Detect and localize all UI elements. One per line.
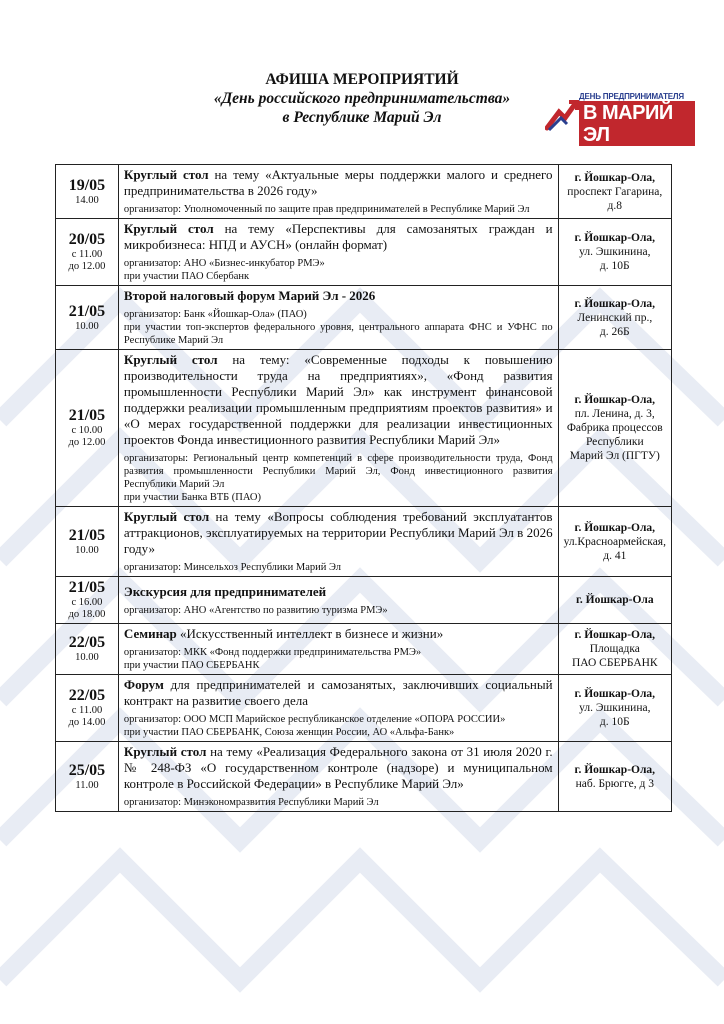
event-title xyxy=(124,352,553,448)
event-city: г. Йошкар-Ола, xyxy=(574,521,656,534)
event-type: Семинар xyxy=(123,626,177,641)
event-date-cell xyxy=(56,165,119,219)
event-address-line: наб. Брюгге, д 3 xyxy=(575,777,654,790)
event-city: г. Йошкар-Ола, xyxy=(574,297,656,310)
event-organizer xyxy=(124,257,553,283)
event-location-cell xyxy=(558,286,671,350)
event-time: до 18.00 xyxy=(68,609,106,620)
logo-small-text: ДЕНЬ ПРЕДПРИНИМАТЕЛЯ xyxy=(579,92,684,101)
page-subtitle: «День российского предпринимательства» xyxy=(213,90,511,107)
events-table xyxy=(55,164,672,812)
event-description-cell xyxy=(118,507,558,577)
event-topic: на тему «Актуальные меры поддержки малого и среднего предпринимательства в 2026 году» xyxy=(123,167,553,198)
event-title xyxy=(124,221,553,253)
event-date-cell xyxy=(56,286,119,350)
event-row xyxy=(56,350,672,507)
event-row xyxy=(56,624,672,675)
event-time: 10.00 xyxy=(75,652,99,663)
event-description-cell xyxy=(118,675,558,742)
event-row xyxy=(56,577,672,624)
event-address-line: д. 26Б xyxy=(599,325,630,338)
event-type: Круглый стол xyxy=(123,167,209,182)
event-description-cell xyxy=(118,624,558,675)
event-address-line: д. 41 xyxy=(603,549,627,562)
organizer-line: организатор: Банк «Йошкар-Ола» (ПАО) xyxy=(123,309,307,320)
event-address-line: д.8 xyxy=(607,199,623,212)
event-city: г. Йошкар-Ола, xyxy=(574,688,656,700)
event-row xyxy=(56,675,672,742)
event-address-line: Марий Эл (ПГТУ) xyxy=(569,450,660,462)
event-city: г. Йошкар-Ола xyxy=(575,594,654,606)
event-time: до 12.00 xyxy=(68,261,106,272)
event-time: с 10.00 xyxy=(71,425,103,436)
event-organizer xyxy=(124,713,553,739)
event-date-cell xyxy=(56,577,119,624)
event-description-cell xyxy=(118,577,558,624)
event-description-cell xyxy=(118,742,558,812)
event-location-cell xyxy=(558,350,671,507)
event-address-line: пл. Ленина, д. 3, xyxy=(574,408,655,420)
event-type: Круглый стол xyxy=(123,221,214,236)
event-row xyxy=(56,219,672,286)
event-title xyxy=(124,509,553,557)
organizer-line: организатор: АНО «Бизнес-инкубатор РМЭ» xyxy=(123,258,325,269)
event-type: Круглый стол xyxy=(123,352,218,367)
event-location-cell xyxy=(558,219,671,286)
event-type: Второй налоговый форум Марий Эл - 2026 xyxy=(123,288,376,303)
event-time: до 12.00 xyxy=(68,437,106,448)
event-organizer xyxy=(124,604,553,617)
organizer-line: при участии ПАО СБЕРБАНК, Союза женщин России, АО «Альфа-Банк» xyxy=(123,727,455,738)
event-description-cell xyxy=(118,286,558,350)
event-date-cell xyxy=(56,624,119,675)
logo-big-text: В МАРИЙ ЭЛ xyxy=(579,101,695,146)
event-time: с 11.00 xyxy=(71,249,103,260)
event-topic: для предпринимателей и самозанятых, заключивших социальный контракт на развитие своего дела xyxy=(123,677,553,708)
event-topic: на тему «Перспективы для самозанятых граждан и микробизнеса: НПД и АУСН» (онлайн формат) xyxy=(123,221,553,252)
event-address-line: Республики xyxy=(585,436,644,448)
event-organizer xyxy=(124,561,553,574)
event-type: Круглый стол xyxy=(123,744,207,759)
page-region: в Республике Марий Эл xyxy=(282,109,442,126)
event-topic: на тему «Вопросы соблюдения требований эксплуатантов аттракционов, эксплуатируемых на территории Республики Марий Эл в 2026 году» xyxy=(123,509,553,556)
event-type: Форум xyxy=(123,677,164,692)
event-date: 25/05 xyxy=(68,761,106,779)
event-date: 21/05 xyxy=(68,579,106,596)
event-date: 21/05 xyxy=(68,302,106,320)
event-location-cell xyxy=(558,675,671,742)
event-location-cell xyxy=(558,577,671,624)
event-date: 22/05 xyxy=(68,634,106,651)
event-date-cell xyxy=(56,742,119,812)
event-description-cell xyxy=(118,219,558,286)
event-address-line: ул. Эшкинина, xyxy=(579,246,651,258)
event-organizer xyxy=(124,203,553,216)
event-city: г. Йошкар-Ола, xyxy=(574,629,656,641)
event-location-cell xyxy=(558,624,671,675)
event-date: 21/05 xyxy=(68,407,106,424)
logo-arrow-icon xyxy=(545,98,579,132)
event-time: 10.00 xyxy=(75,320,99,332)
organizer-line: организатор: ООО МСП Марийское республиканское отделение «ОПОРА РОССИИ» xyxy=(123,714,506,725)
event-address-line: Площадка xyxy=(589,643,640,655)
event-city: г. Йошкар-Ола, xyxy=(574,394,656,406)
event-row xyxy=(56,286,672,350)
page-title: АФИША МЕРОПРИЯТИЙ xyxy=(265,71,459,88)
event-address-line: ул.Красноармейская, xyxy=(563,535,666,548)
event-type: Круглый стол xyxy=(123,509,210,524)
event-address-line: ул. Эшкинина, xyxy=(579,702,651,714)
event-title xyxy=(124,288,553,304)
organizer-line: при участии топ-экспертов федерального уровня, центрального аппарата ФНС и УФНС по Республике Марий Эл xyxy=(123,322,553,346)
event-row xyxy=(56,507,672,577)
event-date-cell xyxy=(56,350,119,507)
event-date-cell xyxy=(56,219,119,286)
event-topic: на тему «Реализация Федерального закона от 31 июля 2020 г. № 248-ФЗ «О государственном контроле (надзоре) и муниципальном контроле в Российской Федерации» в Республике Марий Эл» xyxy=(123,744,553,791)
organizer-line: при участии ПАО Сбербанк xyxy=(123,271,250,282)
organizer-line: организатор: МКК «Фонд поддержки предпринимательства РМЭ» xyxy=(123,647,422,658)
event-organizer xyxy=(124,452,553,504)
event-date: 21/05 xyxy=(68,526,106,544)
event-location-cell xyxy=(558,165,671,219)
event-address-line: ПАО СБЕРБАНК xyxy=(571,657,658,669)
event-time: 10.00 xyxy=(75,544,99,556)
event-row xyxy=(56,165,672,219)
event-topic: на тему: «Современные подходы к повышению производительности труда на предприятиях», «Фонд развития промышленности Республики Марий Эл» как инструмент финансовой поддержки реализации промышленным предприятиям проектов развития» и «О мерах государственной поддержки для реализации инвестиционных проектов Фонда инвестиционного развития Республики Марий Эл» xyxy=(123,352,553,447)
event-time: 11.00 xyxy=(75,779,99,791)
event-location-cell xyxy=(558,507,671,577)
organizer-line: организатор: Минэкономразвития Республики Марий Эл xyxy=(123,797,379,808)
event-date: 22/05 xyxy=(68,687,106,704)
event-type: Экскурсия для предпринимателей xyxy=(123,583,327,599)
event-time: с 11.00 xyxy=(71,705,103,716)
event-topic: «Искусственный интеллект в бизнесе и жизни» xyxy=(176,626,444,641)
event-description-cell xyxy=(118,165,558,219)
organizer-line: при участии Банка ВТБ (ПАО) xyxy=(123,492,262,503)
event-date-cell xyxy=(56,675,119,742)
organizer-line: при участии ПАО СБЕРБАНК xyxy=(123,660,260,671)
event-row xyxy=(56,742,672,812)
event-location-cell xyxy=(558,742,671,812)
event-date: 19/05 xyxy=(68,176,106,194)
event-time: до 14.00 xyxy=(68,717,106,728)
event-organizer xyxy=(124,796,553,809)
event-logo xyxy=(545,92,695,146)
event-title xyxy=(124,677,553,709)
event-time: с 16.00 xyxy=(71,597,103,608)
event-date: 20/05 xyxy=(68,231,106,248)
event-city: г. Йошкар-Ола, xyxy=(574,171,656,184)
organizer-line: организатор: Уполномоченный по защите прав предпринимателей в Республике Марий Эл xyxy=(123,204,530,215)
event-description-cell xyxy=(118,350,558,507)
event-address-line: Фабрика процессов xyxy=(566,422,663,434)
organizer-line: организатор: Минсельхоз Республики Марий Эл xyxy=(123,562,342,573)
event-title xyxy=(124,584,553,600)
event-city: г. Йошкар-Ола, xyxy=(574,763,656,776)
event-date-cell xyxy=(56,507,119,577)
event-city: г. Йошкар-Ола, xyxy=(574,232,656,244)
event-address-line: д. 10Б xyxy=(599,716,630,728)
event-organizer xyxy=(124,646,553,672)
event-address-line: проспект Гагарина, xyxy=(567,185,663,198)
organizer-line: организатор: АНО «Агентство по развитию туризма РМЭ» xyxy=(123,604,388,616)
event-title xyxy=(124,626,553,642)
event-title xyxy=(124,744,553,792)
organizer-line: организаторы: Региональный центр компетенций в сфере производительности труда, Фонд развития промышленности Республики Марий Эл, Фонд инвестиционного развития Республики Марий Эл xyxy=(123,453,553,490)
event-title xyxy=(124,167,553,199)
event-organizer xyxy=(124,308,553,347)
event-address-line: Ленинский пр., xyxy=(577,311,653,324)
event-time: 14.00 xyxy=(75,194,99,206)
event-address-line: д. 10Б xyxy=(599,260,630,272)
